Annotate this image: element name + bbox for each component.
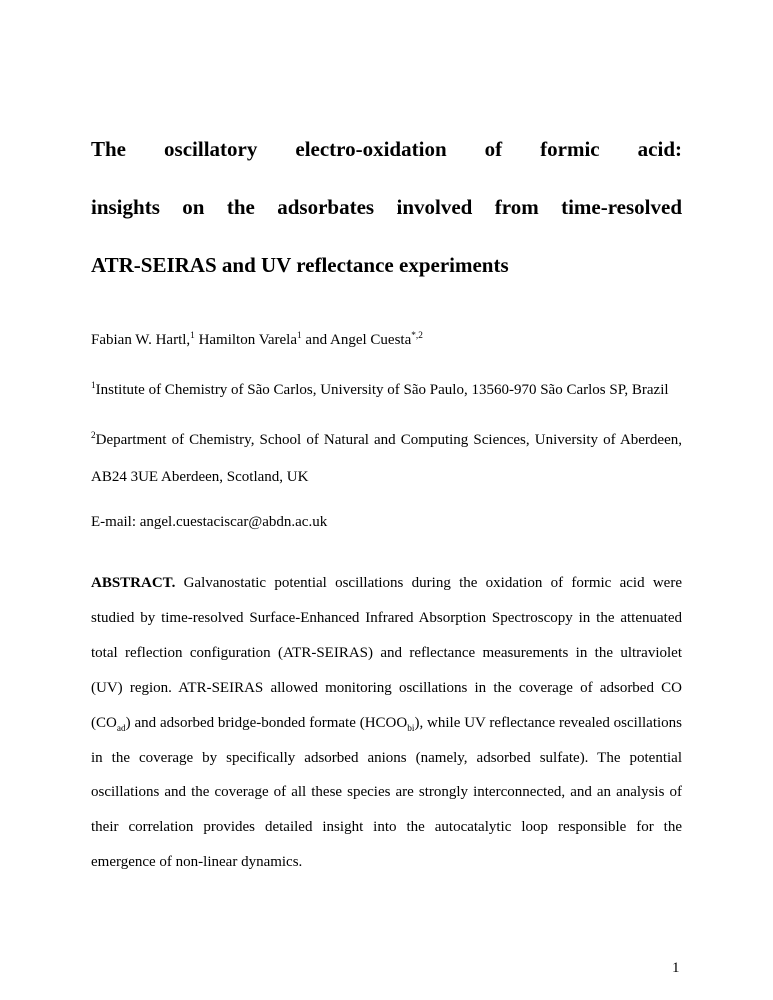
title-line-3: ATR-SEIRAS and UV reflectance experiments <box>91 253 509 277</box>
abstract-paragraph: ABSTRACT. Galvanostatic potential oscillations during the oxidation of formic acid were studied by time-resolved Surface-Enhanced Infrared Absorption Spectroscopy in the attenuated total reflection configuration (ATR-SEIRAS) and reflectance measurements in the ultraviolet (UV) region. ATR-SEIRAS allowed monitoring oscillations in the coverage of adsorbed CO $(CO_{ad})$ and adsorbed bridge-bonded formate $(HCOO_{bi})$, while UV reflectance revealed oscillations in the coverage by specifically adsorbed anions (namely, adsorbed sulfate). The potential oscillations and the coverage of all these species are strongly interconnected, and an analysis of their correlation provides detailed insight into the autocatalytic loop responsible for the emergence of non-linear dynamics. <box>91 575 682 871</box>
title-line-2: insights on the adsorbates involved from time-resolved <box>91 195 682 219</box>
affiliation-2: $^2$Department of Chemistry, School of Natural and Computing Sciences, University of Aberdeen, AB24 3UE Aberdeen, Scotland, UK <box>91 431 682 485</box>
author-line: Fabian W. Hartl,$^1$ Hamilton Varela$^1$ and Angel Cuesta$^{*,2}$ <box>91 331 423 348</box>
page-number: 1 <box>672 960 680 976</box>
title-line-1: The oscillatory electro-oxidation of formic acid: <box>91 137 682 161</box>
affiliation-1: $^1$Institute of Chemistry of São Carlos, University of São Paulo, 13560-970 São Carlos SP, Brazil <box>91 381 669 398</box>
email-line: E-mail: angel.cuestaciscar@abdn.ac.uk <box>91 514 328 530</box>
paper-title <box>91 120 682 294</box>
